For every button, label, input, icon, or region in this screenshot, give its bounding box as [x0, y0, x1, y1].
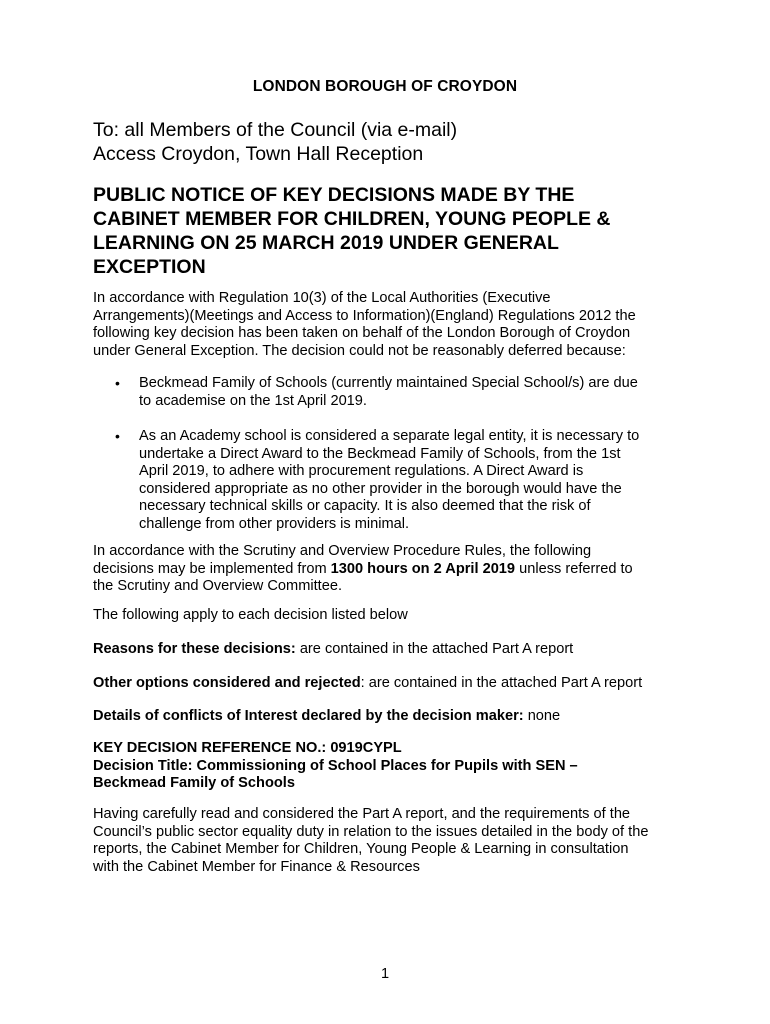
consideration-line-4: with the Cabinet Member for Finance & Resources	[93, 858, 420, 875]
apply-paragraph	[93, 607, 693, 625]
other-options-text: : are contained in the attached Part A report	[360, 675, 643, 691]
reasons-line	[93, 641, 693, 659]
consideration-line-2: Council’s public sector equality duty in relation to the issues detailed in the body of the	[93, 823, 649, 840]
bullet-2-line-5: necessary technical skills or capacity. It is also deemed that the risk of	[139, 498, 591, 514]
bullet-2-line-2: undertake a Direct Award to the Beckmead Family of Schools, from the 1st	[139, 445, 621, 462]
scrutiny-line-3: the Scrutiny and Overview Committee.	[93, 578, 342, 594]
conflicts-paragraph	[93, 708, 693, 726]
bullet-2-line-6: challenge from other providers is minimal.	[139, 515, 410, 532]
implementation-date: 1300 hours on 2 April 2019	[330, 560, 516, 577]
reasons-label: Reasons for these decisions:	[93, 641, 296, 657]
intro-line-4: under General Exception. The decision could not be reasonably deferred because:	[93, 342, 626, 359]
intro-line-1: In accordance with Regulation 10(3) of the Local Authorities (Executive	[93, 290, 551, 306]
other-options-paragraph	[93, 675, 693, 693]
notice-title-line-1: PUBLIC NOTICE OF KEY DECISIONS MADE BY THE	[93, 184, 575, 206]
consideration-line-1: Having carefully read and considered the Part A report, and the requirements of the	[93, 806, 631, 822]
recipients-line-1: To: all Members of the Council (via e-mail)	[93, 119, 458, 141]
notice-title	[93, 183, 693, 279]
bullet-2-line-4: considered appropriate as no other provider in the borough would have the	[139, 480, 622, 497]
bullet-2-line-3: April 2019, to adhere with procurement regulations. A Direct Award is	[139, 463, 584, 479]
bullet-2-line-1: As an Academy school is considered a separate legal entity, it is necessary to	[139, 428, 640, 444]
scrutiny-line-2-start: decisions may be implemented from	[93, 560, 331, 577]
reasons-text: are contained in the attached Part A report	[295, 641, 574, 657]
bullet-1-line-2: to academise on the 1st April 2019.	[139, 392, 367, 409]
consideration-line-3: reports, the Cabinet Member for Children, Young People & Learning in consultation	[93, 841, 629, 857]
other-options-label: Other options considered and rejected	[93, 675, 361, 691]
intro-paragraph	[93, 290, 693, 360]
bullet-item-2-text	[139, 428, 699, 533]
scrutiny-paragraph	[93, 543, 693, 596]
key-decision-block	[93, 740, 693, 793]
key-decision-reference: KEY DECISION REFERENCE NO.: 0919CYPL	[93, 740, 402, 756]
decision-title-line-1: Decision Title: Commissioning of School Places for Pupils with SEN –	[93, 757, 578, 774]
recipients-line-2: Access Croydon, Town Hall Reception	[93, 143, 424, 165]
page-number: 1	[380, 966, 390, 982]
bullet-1-line-1: Beckmead Family of Schools (currently maintained Special School/s) are due	[139, 375, 638, 391]
reasons-paragraph	[93, 641, 693, 659]
notice-title-line-4: EXCEPTION	[93, 256, 206, 278]
intro-line-3: following key decision has been taken on behalf of the London Borough of Croydon	[93, 325, 631, 341]
conflicts-label: Details of conflicts of Interest declared by the decision maker:	[93, 708, 524, 724]
bullet-icon: •	[115, 375, 120, 391]
bullet-item-1-text	[139, 375, 699, 410]
notice-title-line-2: CABINET MEMBER FOR CHILDREN, YOUNG PEOPLE &	[93, 208, 611, 230]
consideration-paragraph	[93, 806, 693, 876]
scrutiny-line-2-end: unless referred to	[515, 560, 633, 577]
organisation-heading: LONDON BOROUGH OF CROYDON	[252, 78, 518, 95]
recipients-block	[93, 118, 457, 166]
apply-text: The following apply to each decision listed below	[93, 607, 408, 623]
conflicts-text: none	[523, 708, 561, 724]
intro-line-2: Arrangements)(Meetings and Access to Information)(England) Regulations 2012 the	[93, 307, 636, 324]
conflicts-line	[93, 708, 693, 726]
scrutiny-line-1: In accordance with the Scrutiny and Overview Procedure Rules, the following	[93, 543, 592, 559]
notice-title-line-3: LEARNING ON 25 MARCH 2019 UNDER GENERAL	[93, 232, 559, 254]
decision-title-line-2: Beckmead Family of Schools	[93, 775, 295, 791]
bullet-icon: •	[115, 428, 120, 444]
scrutiny-line-2	[93, 561, 693, 579]
other-options-line	[93, 675, 693, 693]
